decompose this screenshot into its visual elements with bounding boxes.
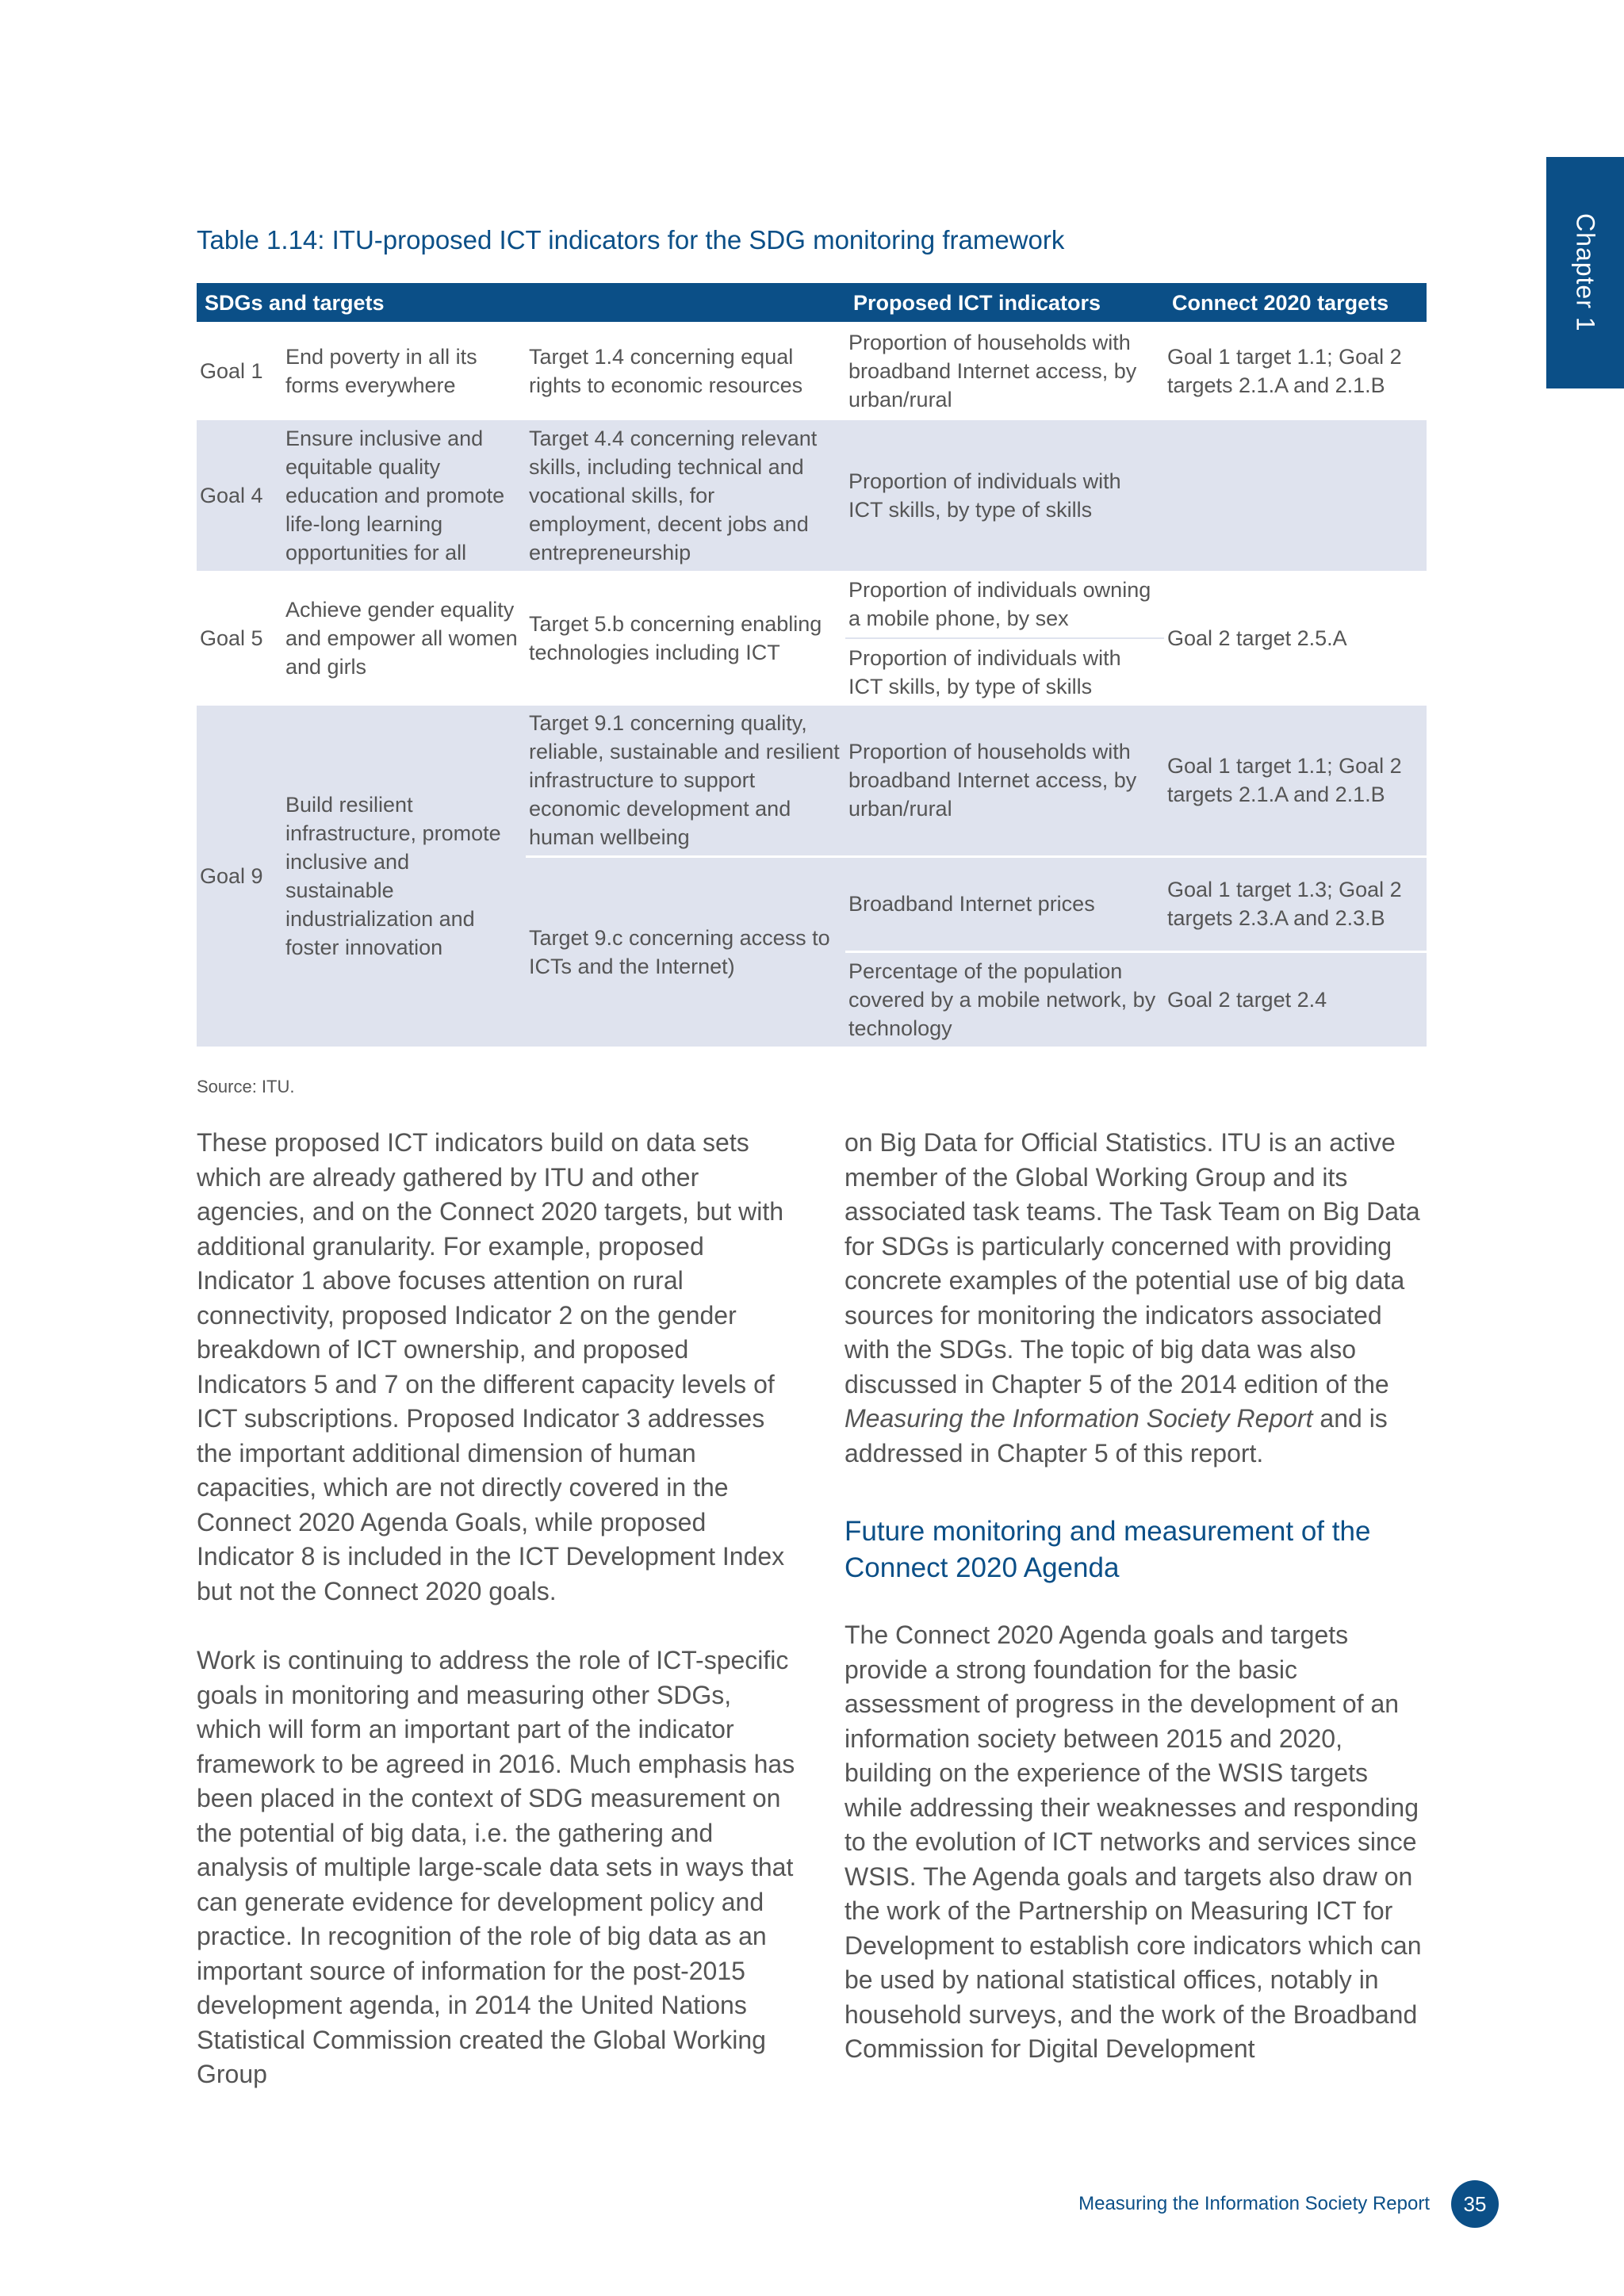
target-cell: Target 5.b concerning enabling technologies including ICT	[526, 571, 845, 706]
goal-cell: Goal 9	[197, 706, 282, 1047]
connect-cell: Goal 1 target 1.3; Goal 2 targets 2.3.A and 2.3.B	[1164, 856, 1427, 951]
header-sdgs: SDGs and targets	[197, 283, 845, 322]
goal-description: Achieve gender equality and empower all women and girls	[282, 571, 526, 706]
table-source: Source: ITU.	[197, 1077, 295, 1096]
goal-cell: Goal 1	[197, 322, 282, 420]
indicator-cell: Proportion of households with broadband Internet access, by urban/rural	[845, 322, 1164, 420]
target-cell: Target 9.1 concerning quality, reliable, sustainable and resilient infrastructure to support economic development and human wellbeing	[526, 706, 845, 856]
header-indicators: Proposed ICT indicators	[845, 283, 1164, 322]
body-left-column	[197, 1126, 799, 2127]
goal-description: Ensure inclusive and equitable quality education and promote life-long learning opportunities for all	[282, 420, 526, 571]
indicator-cell: Proportion of individuals with ICT skills, by type of skills	[845, 638, 1164, 706]
indicator-cell: Proportion of households with broadband Internet access, by urban/rural	[845, 706, 1164, 856]
paragraph: Work is continuing to address the role of ICT-specific goals in monitoring and measuring other SDGs, which will form an important part of the indicator framework to be agreed in 2016. Much emphasis has been placed in the context of SDG measurement on the potential of big data, i.e. the gathering and analysis of multiple large-scale data sets in ways that can generate evidence for development policy and practice. In recognition of the role of big data as an important source of information for the post-2015 development agenda, in 2014 the United Nations Statistical Commission created the Global Working Group	[197, 1646, 795, 2088]
target-cell: Target 1.4 concerning equal rights to economic resources	[526, 322, 845, 420]
chapter-tab	[1546, 157, 1624, 388]
body-right-column	[845, 1126, 1431, 2102]
table-row-goal9	[197, 706, 1427, 856]
connect-cell: Goal 2 target 2.5.A	[1164, 571, 1427, 706]
paragraph	[845, 1126, 1431, 1471]
paragraph: The Connect 2020 Agenda goals and targets provide a strong foundation for the basic assessment of progress in the development of an information society between 2015 and 2020, building on the experience of the WSIS targets while addressing their weaknesses and responding to the evolution of ICT networks and services since WSIS. The Agenda goals and targets also draw on the work of the Partnership on Measuring ICT for Development to establish core indicators which can be used by national statistical offices, notably in household surveys, and the work of the Broadband Commission for Digital Development	[845, 1621, 1422, 2063]
table-row-goal4	[197, 420, 1427, 571]
connect-cell	[1164, 420, 1427, 571]
table-header-row	[197, 283, 1427, 322]
indicator-cell: Broadband Internet prices	[845, 856, 1164, 951]
goal-description: Build resilient infrastructure, promote inclusive and sustainable industrialization and foster innovation	[282, 706, 526, 1047]
section-heading: Future monitoring and measurement of the Connect 2020 Agenda	[845, 1516, 1371, 1583]
report-title-italic: Measuring the Information Society Report	[845, 1404, 1313, 1433]
target-cell: Target 4.4 concerning relevant skills, including technical and vocational skills, for employment, decent jobs and entrepreneurship	[526, 420, 845, 571]
goal-cell: Goal 5	[197, 571, 282, 706]
connect-cell: Goal 2 target 2.4	[1164, 951, 1427, 1047]
indicator-cell: Percentage of the population covered by a mobile network, by technology	[845, 951, 1164, 1047]
connect-cell: Goal 1 target 1.1; Goal 2 targets 2.1.A and 2.1.B	[1164, 706, 1427, 856]
table-title: Table 1.14: ITU-proposed ICT indicators for the SDG monitoring framework	[197, 225, 1065, 254]
indicator-cell: Proportion of individuals with ICT skills, by type of skills	[845, 420, 1164, 571]
goal-description: End poverty in all its forms everywhere	[282, 322, 526, 420]
page-number: 35	[1451, 2180, 1499, 2228]
paragraph-text: and is addressed in Chapter 5 of this report.	[845, 1404, 1388, 1468]
goal-cell: Goal 4	[197, 420, 282, 571]
connect-cell: Goal 1 target 1.1; Goal 2 targets 2.1.A and 2.1.B	[1164, 322, 1427, 420]
table-row-goal5	[197, 571, 1427, 638]
paragraph: These proposed ICT indicators build on data sets which are already gathered by ITU and other agencies, and on the Connect 2020 targets, but with additional granularity. For example, proposed Indicator 1 above focuses attention on rural connectivity, proposed Indicator 2 on the gender breakdown of ICT ownership, and proposed Indicators 5 and 7 on the different capacity levels of ICT subscriptions. Proposed Indicator 3 addresses the important additional dimension of human capacities, which are not directly covered in the Connect 2020 Agenda Goals, while proposed Indicator 8 is included in the ICT Development Index but not the Connect 2020 goals.	[197, 1128, 785, 1605]
target-cell: Target 9.c concerning access to ICTs and the Internet)	[526, 856, 845, 1047]
footer-report-title: Measuring the Information Society Report	[1078, 2193, 1430, 2214]
header-connect: Connect 2020 targets	[1164, 283, 1427, 322]
sdg-indicators-table	[197, 283, 1427, 1047]
table-row-goal1	[197, 322, 1427, 420]
indicator-cell: Proportion of individuals owning a mobile phone, by sex	[845, 571, 1164, 638]
paragraph-text: on Big Data for Official Statistics. ITU is an active member of the Global Working Group and its associated task teams. The Task Team on Big Data for SDGs is particularly concerned with providing concrete examples of the potential use of big data sources for monitoring the indicators associated with the SDGs. The topic of big data was also discussed in Chapter 5 of the 2014 edition of the	[845, 1128, 1420, 1399]
chapter-tab-label: Chapter 1	[1571, 213, 1600, 332]
